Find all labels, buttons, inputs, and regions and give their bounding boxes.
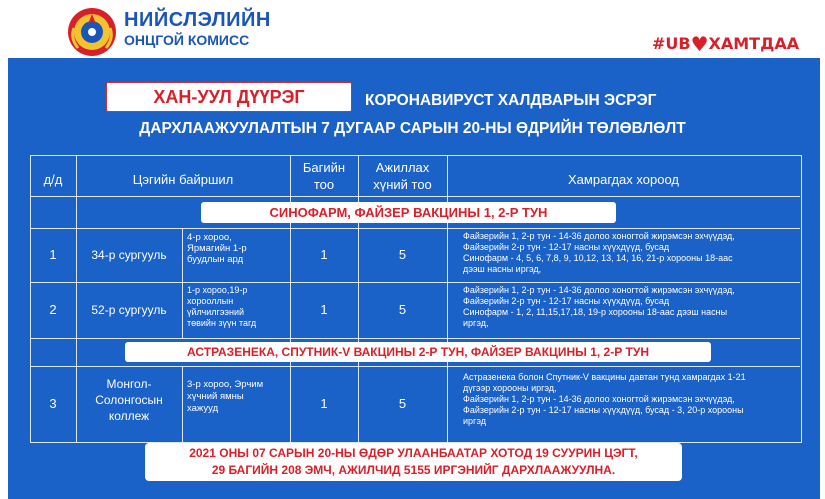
col-header-teams-l2: тоо <box>313 177 335 192</box>
row3-coverage-line: Астразенека болон Спутник-V вакцины давтан тунд хамрагдах 1-21 <box>463 372 746 382</box>
col-header-coverage: Хамрагдах хороод <box>568 172 679 187</box>
row1-teams: 1 <box>320 247 328 262</box>
table-divider <box>30 228 800 229</box>
row3-coverage-line: Файзерийн 2-р тун - 12-17 насны хүүхдүүд, бусад - 3, 20-р хорооны <box>463 405 744 415</box>
row3-num: 3 <box>49 396 57 411</box>
row1-coverage-line: дээш насны иргэд, <box>463 264 542 274</box>
title-line1: КОРОНАВИРУСТ ХАЛДВАРЫН ЭСРЭГ <box>365 92 657 109</box>
row2-staff: 5 <box>398 302 407 317</box>
row1-coverage-line: Синофарм - 4, 5, 6, 7,8, 9, 10,12, 13, 14, 16, 21-р хорооны 18-аас <box>463 253 733 263</box>
row1-site: 34-р сургууль <box>91 248 167 262</box>
row1-address-line: Ярмагийн 1-р <box>187 243 247 254</box>
row2-coverage <box>463 285 735 329</box>
col-header-staff <box>358 159 447 193</box>
table-divider <box>182 228 183 338</box>
table-divider <box>30 196 800 197</box>
table-divider <box>30 338 800 339</box>
row1-num: 1 <box>49 247 57 262</box>
row1-address <box>187 232 247 265</box>
table-divider <box>182 366 183 442</box>
col-header-staff-l1: Ажиллах <box>375 160 430 175</box>
table-divider <box>447 155 448 442</box>
org-name-line1: НИЙСЛЭЛИЙН <box>124 9 271 31</box>
row3-address-line: 3-р хороо, Эрчим <box>187 379 264 390</box>
row1-address-line: буудлын ард <box>187 254 244 265</box>
district-label: ХАН-УУЛ ДҮҮРЭГ <box>106 82 352 112</box>
row3-staff: 5 <box>398 396 407 411</box>
section2-banner: АСТРАЗЕНЕКА, СПУТНИК-V ВАКЦИНЫ 2-Р ТУН, ФАЙЗЕР ВАКЦИНЫ 1, 2-Р ТУН <box>125 342 711 362</box>
row2-teams: 1 <box>320 302 328 317</box>
org-name-line2: ОНЦГОЙ КОМИСС <box>124 32 250 48</box>
row2-address-line: төвийн зүүн тагд <box>187 318 257 328</box>
row2-address-line: үйлчилгээний <box>187 307 245 317</box>
col-header-num: д/д <box>43 172 63 187</box>
summary-line2: 29 БАГИЙН 208 ЭМЧ, АЖИЛЧИД 5155 ИРГЭНИЙГ ДАРХЛААЖУУЛНА. <box>211 463 616 477</box>
row3-site-line: Монгол- <box>106 377 152 391</box>
hashtag-prefix: #UB <box>652 34 691 53</box>
row3-address-line: хүчний ямны <box>187 391 244 402</box>
row2-address-line: 1-р хороо,19-р <box>187 285 248 295</box>
summary-line1: 2021 ОНЫ 07 САРЫН 20-НЫ ӨДӨР УЛААНБААТАР ХОТОД 19 СУУРИН ЦЭГТ, <box>189 446 638 460</box>
row3-coverage-line: Файзерийн 1, 2-р тун - 14-36 долоо хоногтой жирэмсэн эхчүүдэд, <box>463 394 735 404</box>
section1-banner: СИНОФАРМ, ФАЙЗЕР ВАКЦИНЫ 1, 2-Р ТУН <box>201 202 616 223</box>
row2-coverage-line: Синофарм - 1, 2, 11,15,17,18, 19-р хорооны 18-аас дээш насны <box>463 307 728 317</box>
header-bar <box>0 0 825 62</box>
hashtag-suffix: ХАМТДАА <box>708 34 800 53</box>
row3-teams: 1 <box>320 396 328 411</box>
row3-coverage-line: дүгээр хорооны иргэд, <box>463 383 557 393</box>
hashtag <box>652 32 799 56</box>
summary-footer <box>145 443 682 481</box>
row3-site-line: Солонгосын <box>95 393 163 407</box>
org-name <box>124 10 271 47</box>
row3-address-line: хажууд <box>187 403 219 414</box>
row2-coverage-line: иргэд, <box>463 318 489 328</box>
col-header-teams-l1: Багийн <box>302 160 346 175</box>
row2-address <box>187 285 256 329</box>
row2-coverage-line: Файзерийн 2-р тун - 12-17 насны хүүхдүүд, бусад <box>463 296 670 306</box>
row1-staff: 5 <box>398 247 407 262</box>
row3-address <box>187 379 263 415</box>
heart-icon: ♥ <box>690 32 709 56</box>
col-header-location: Цэгийн байршил <box>132 172 234 187</box>
col-header-teams <box>290 159 358 193</box>
title-line2: ДАРХЛААЖУУЛАЛТЫН 7 ДУГААР САРЫН 20-НЫ ӨДРИЙН ТӨЛӨВЛӨЛТ <box>139 120 686 137</box>
row1-coverage-line: Файзерийн 2-р тун - 12-17 насны хүүхдүүд, бусад <box>463 242 670 252</box>
row3-site <box>76 376 182 424</box>
col-header-staff-l2: хүний тоо <box>373 177 432 192</box>
row1-address-line: 4-р хороо, <box>187 232 232 243</box>
row2-site: 52-р сургууль <box>91 303 167 317</box>
table-divider <box>30 282 800 283</box>
row2-num: 2 <box>49 302 57 317</box>
row3-site-line: коллеж <box>108 409 150 423</box>
row2-address-line: хорооллын <box>187 296 234 306</box>
table-divider <box>30 366 800 367</box>
row3-coverage-line: иргэд <box>463 416 486 426</box>
row1-coverage-line: Файзерийн 1, 2-р тун - 14-36 долоо хоногтой жирэмсэн эхчүүдэд, <box>463 231 735 241</box>
row2-coverage-line: Файзерийн 1, 2-р тун - 14-36 долоо хоногтой жирэмсэн эхчүүдэд, <box>463 285 735 295</box>
row1-coverage <box>463 231 735 275</box>
city-emblem-icon <box>64 4 120 58</box>
row3-coverage <box>463 372 746 427</box>
